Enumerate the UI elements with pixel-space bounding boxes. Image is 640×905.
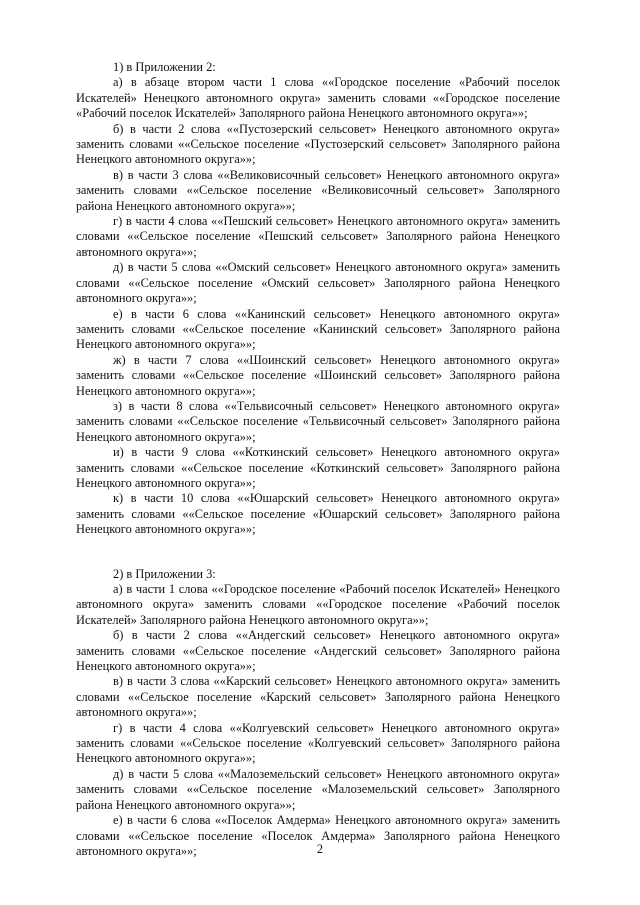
section-1-item-a: а) в абзаце втором части 1 слова ««Городское поселение «Рабочий поселок Искателей» Ненецкого автономного округа» заменить словами ««Городское поселение «Рабочий поселок Искателей» Заполярного района Ненецкого автономного округа»»; [76, 75, 560, 121]
section-1-item-zh: ж) в части 7 слова ««Шоинский сельсовет» Ненецкого автономного округа» заменить словами ««Сельское поселение «Шоинский сельсовет» Заполярного района Ненецкого автономного округа»»; [76, 352, 560, 398]
section-2-item-v: в) в части 3 слова ««Карский сельсовет» Ненецкого автономного округа» заменить словами ««Сельское поселение «Карский сельсовет» Заполярного района Ненецкого автономного округа»»; [76, 674, 560, 720]
section-2-item-g: г) в части 4 слова ««Колгуевский сельсовет» Ненецкого автономного округа» заменить словами ««Сельское поселение «Колгуевский сельсовет» Заполярного района Ненецкого автономного округа»»; [76, 720, 560, 766]
section-1-heading: 1) в Приложении 2: [113, 60, 216, 74]
section-1-item-z: з) в части 8 слова ««Тельвисочный сельсовет» Ненецкого автономного округа» заменить словами ««Сельское поселение «Тельвисочный сельсовет» Заполярного района Ненецкого автономного округа»»; [76, 398, 560, 444]
section-1-item-i: и) в части 9 слова ««Коткинский сельсовет» Ненецкого автономного округа» заменить словами ««Сельское поселение «Коткинский сельсовет» Заполярного района Ненецкого автономного округа»»; [76, 445, 560, 490]
section-2-item-d: д) в части 5 слова ««Малоземельский сельсовет» Ненецкого автономного округа» заменить словами ««Сельское поселение «Малоземельский сельсовет» Заполярного района Ненецкого автономного округа»»; [76, 766, 560, 812]
section-2-item-b: б) в части 2 слова ««Андегский сельсовет» Ненецкого автономного округа» заменить словами ««Сельское поселение «Андегский сельсовет» Заполярного района Ненецкого автономного округа»»; [76, 628, 560, 674]
section-1-item-g: г) в части 4 слова ««Пешский сельсовет» Ненецкого автономного округа» заменить словами ««Сельское поселение «Пешский сельсовет» Заполярного района Ненецкого автономного округа»»; [76, 214, 560, 259]
section-1-item-d: д) в части 5 слова ««Омский сельсовет» Ненецкого автономного округа» заменить словами ««Сельское поселение «Омский сельсовет» Заполярного района Ненецкого автономного округа»»; [76, 260, 560, 306]
section-1-item-k: к) в части 10 слова ««Юшарский сельсовет» Ненецкого автономного округа» заменить словами ««Сельское поселение «Юшарский сельсовет» Заполярного района Ненецкого автономного округа»»; [76, 491, 560, 537]
section-1-item-b: б) в части 2 слова ««Пустозерский сельсовет» Ненецкого автономного округа» заменить словами ««Сельское поселение «Пустозерский сельсовет» Заполярного района Ненецкого автономного округа»»; [76, 121, 560, 167]
section-2-heading: 2) в Приложении 3: [113, 566, 216, 581]
section-1-item-e: е) в части 6 слова ««Канинский сельсовет» Ненецкого автономного округа» заменить словами ««Сельское поселение «Канинский сельсовет» Заполярного района Ненецкого автономного округа»»; [76, 306, 560, 352]
section-2-item-e: е) в части 6 слова ««Поселок Амдерма» Ненецкого автономного округа» заменить словами ««Сельское поселение «Поселок Амдерма» Заполярного района Ненецкого автономного округа»»; [76, 813, 560, 858]
section-spacer [76, 538, 560, 567]
section-2-item-a: а) в части 1 слова ««Городское поселение «Рабочий поселок Искателей» Ненецкого автономного округа» заменить словами ««Городское поселение «Рабочий поселок Искателей» Заполярного района Ненецкого автономного округа»»; [76, 582, 560, 627]
section-1-item-v: в) в части 3 слова ««Великовисочный сельсовет» Ненецкого автономного округа» заменить словами ««Сельское поселение «Великовисочный сельсовет» Заполярного района Ненецкого автономного округа»»; [76, 167, 560, 213]
document-body [76, 60, 560, 859]
page-number: 2 [316, 842, 324, 856]
